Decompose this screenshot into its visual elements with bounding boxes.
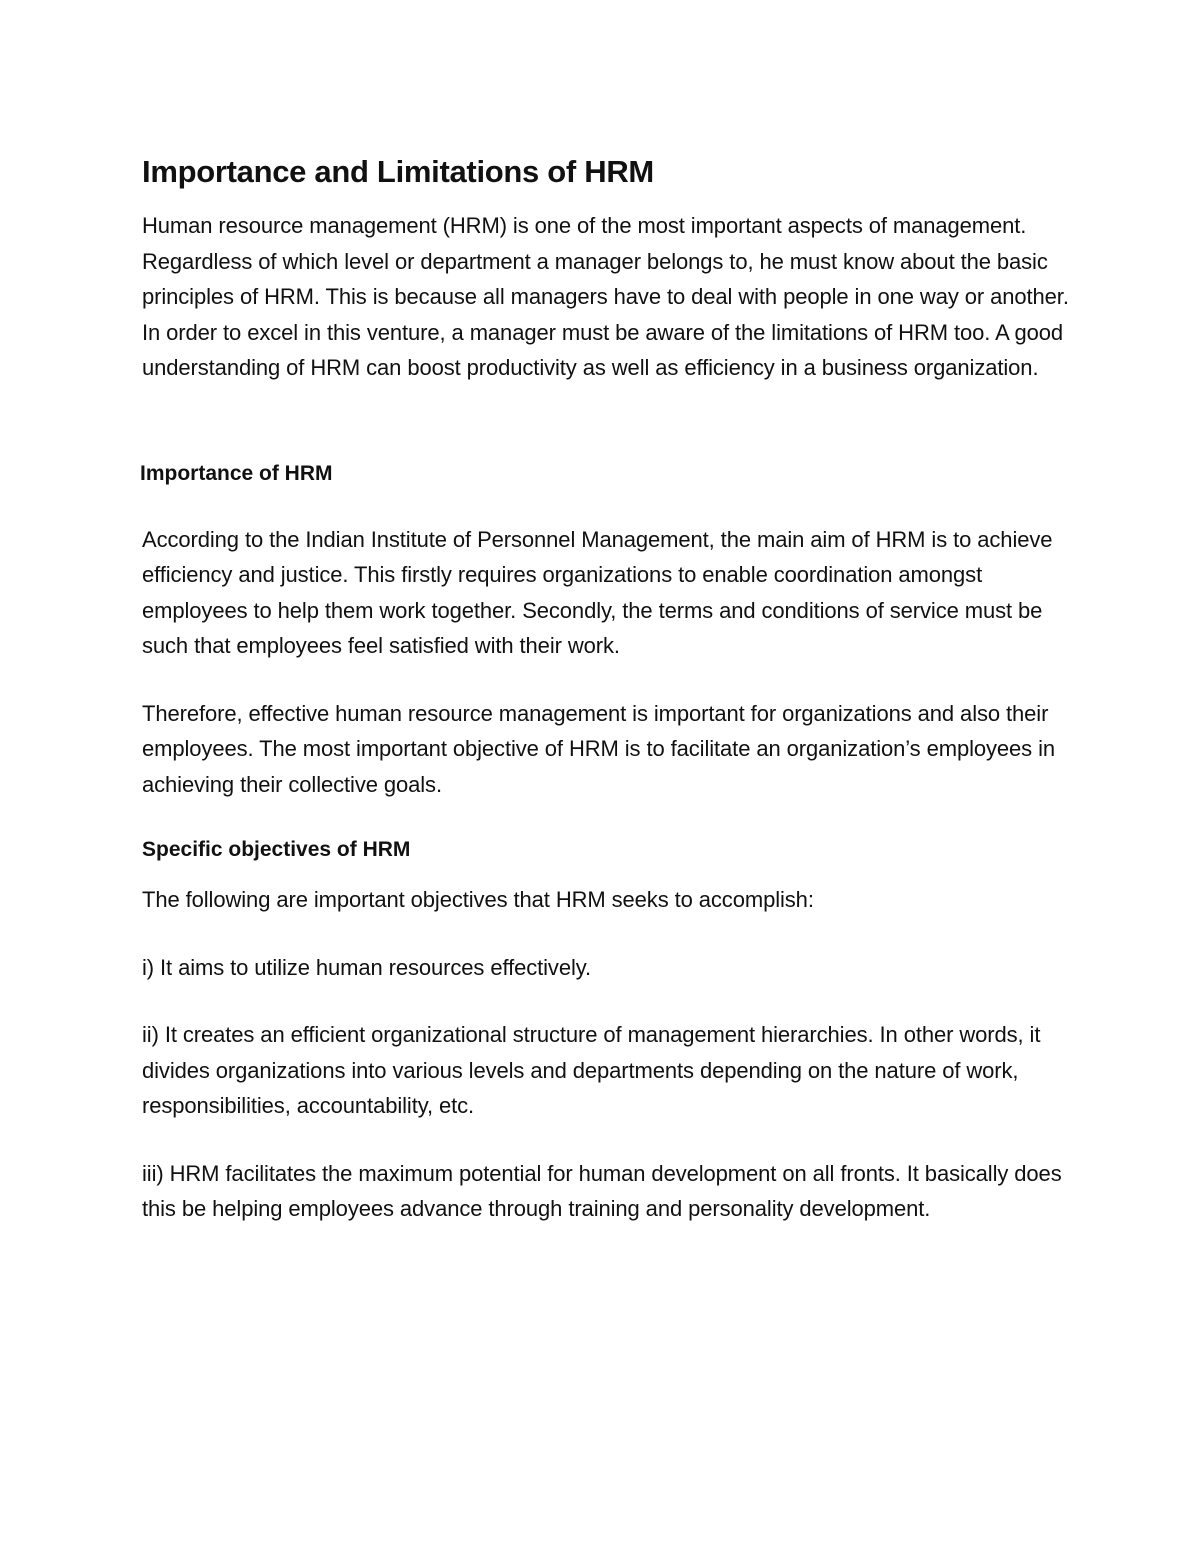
importance-heading: Importance of HRM [140, 461, 333, 485]
importance-paragraph-2: Therefore, effective human resource management is important for organizations and also their employees. The most important objective of HRM is to facilitate an organization’s employees in achieving their collective goals. [142, 700, 1056, 797]
objective-item-1: i) It aims to utilize human resources effectively. [142, 954, 592, 980]
document-body [142, 150, 1072, 1227]
objective-item-2: ii) It creates an efficient organizational structure of management hierarchies. In other words, it divides organizations into various levels and departments depending on the nature of work, responsibilities, accountability, etc. [142, 1022, 1041, 1118]
document-title: Importance and Limitations of HRM [142, 154, 654, 189]
importance-paragraph-1: According to the Indian Institute of Personnel Management, the main aim of HRM is to achieve efficiency and justice. This firstly requires organizations to enable coordination amongst employees to help them work together. Secondly, the terms and conditions of service must be such that employees feel satisfied with their work. [142, 526, 1053, 658]
objectives-lead: The following are important objectives that HRM seeks to accomplish: [142, 887, 814, 912]
objectives-heading: Specific objectives of HRM [142, 838, 411, 861]
objective-item-3: iii) HRM facilitates the maximum potential for human development on all fronts. It basically does this be helping employees advance through training and personality development. [142, 1160, 1062, 1221]
intro-paragraph: Human resource management (HRM) is one of the most important aspects of management. Regardless of which level or department a manager belongs to, he must know about the basic principles of HRM. This is because all managers have to deal with people in one way or another. In order to excel in this venture, a manager must be aware of the limitations of HRM too. A good understanding of HRM can boost productivity as well as efficiency in a business organization. [142, 213, 1069, 380]
